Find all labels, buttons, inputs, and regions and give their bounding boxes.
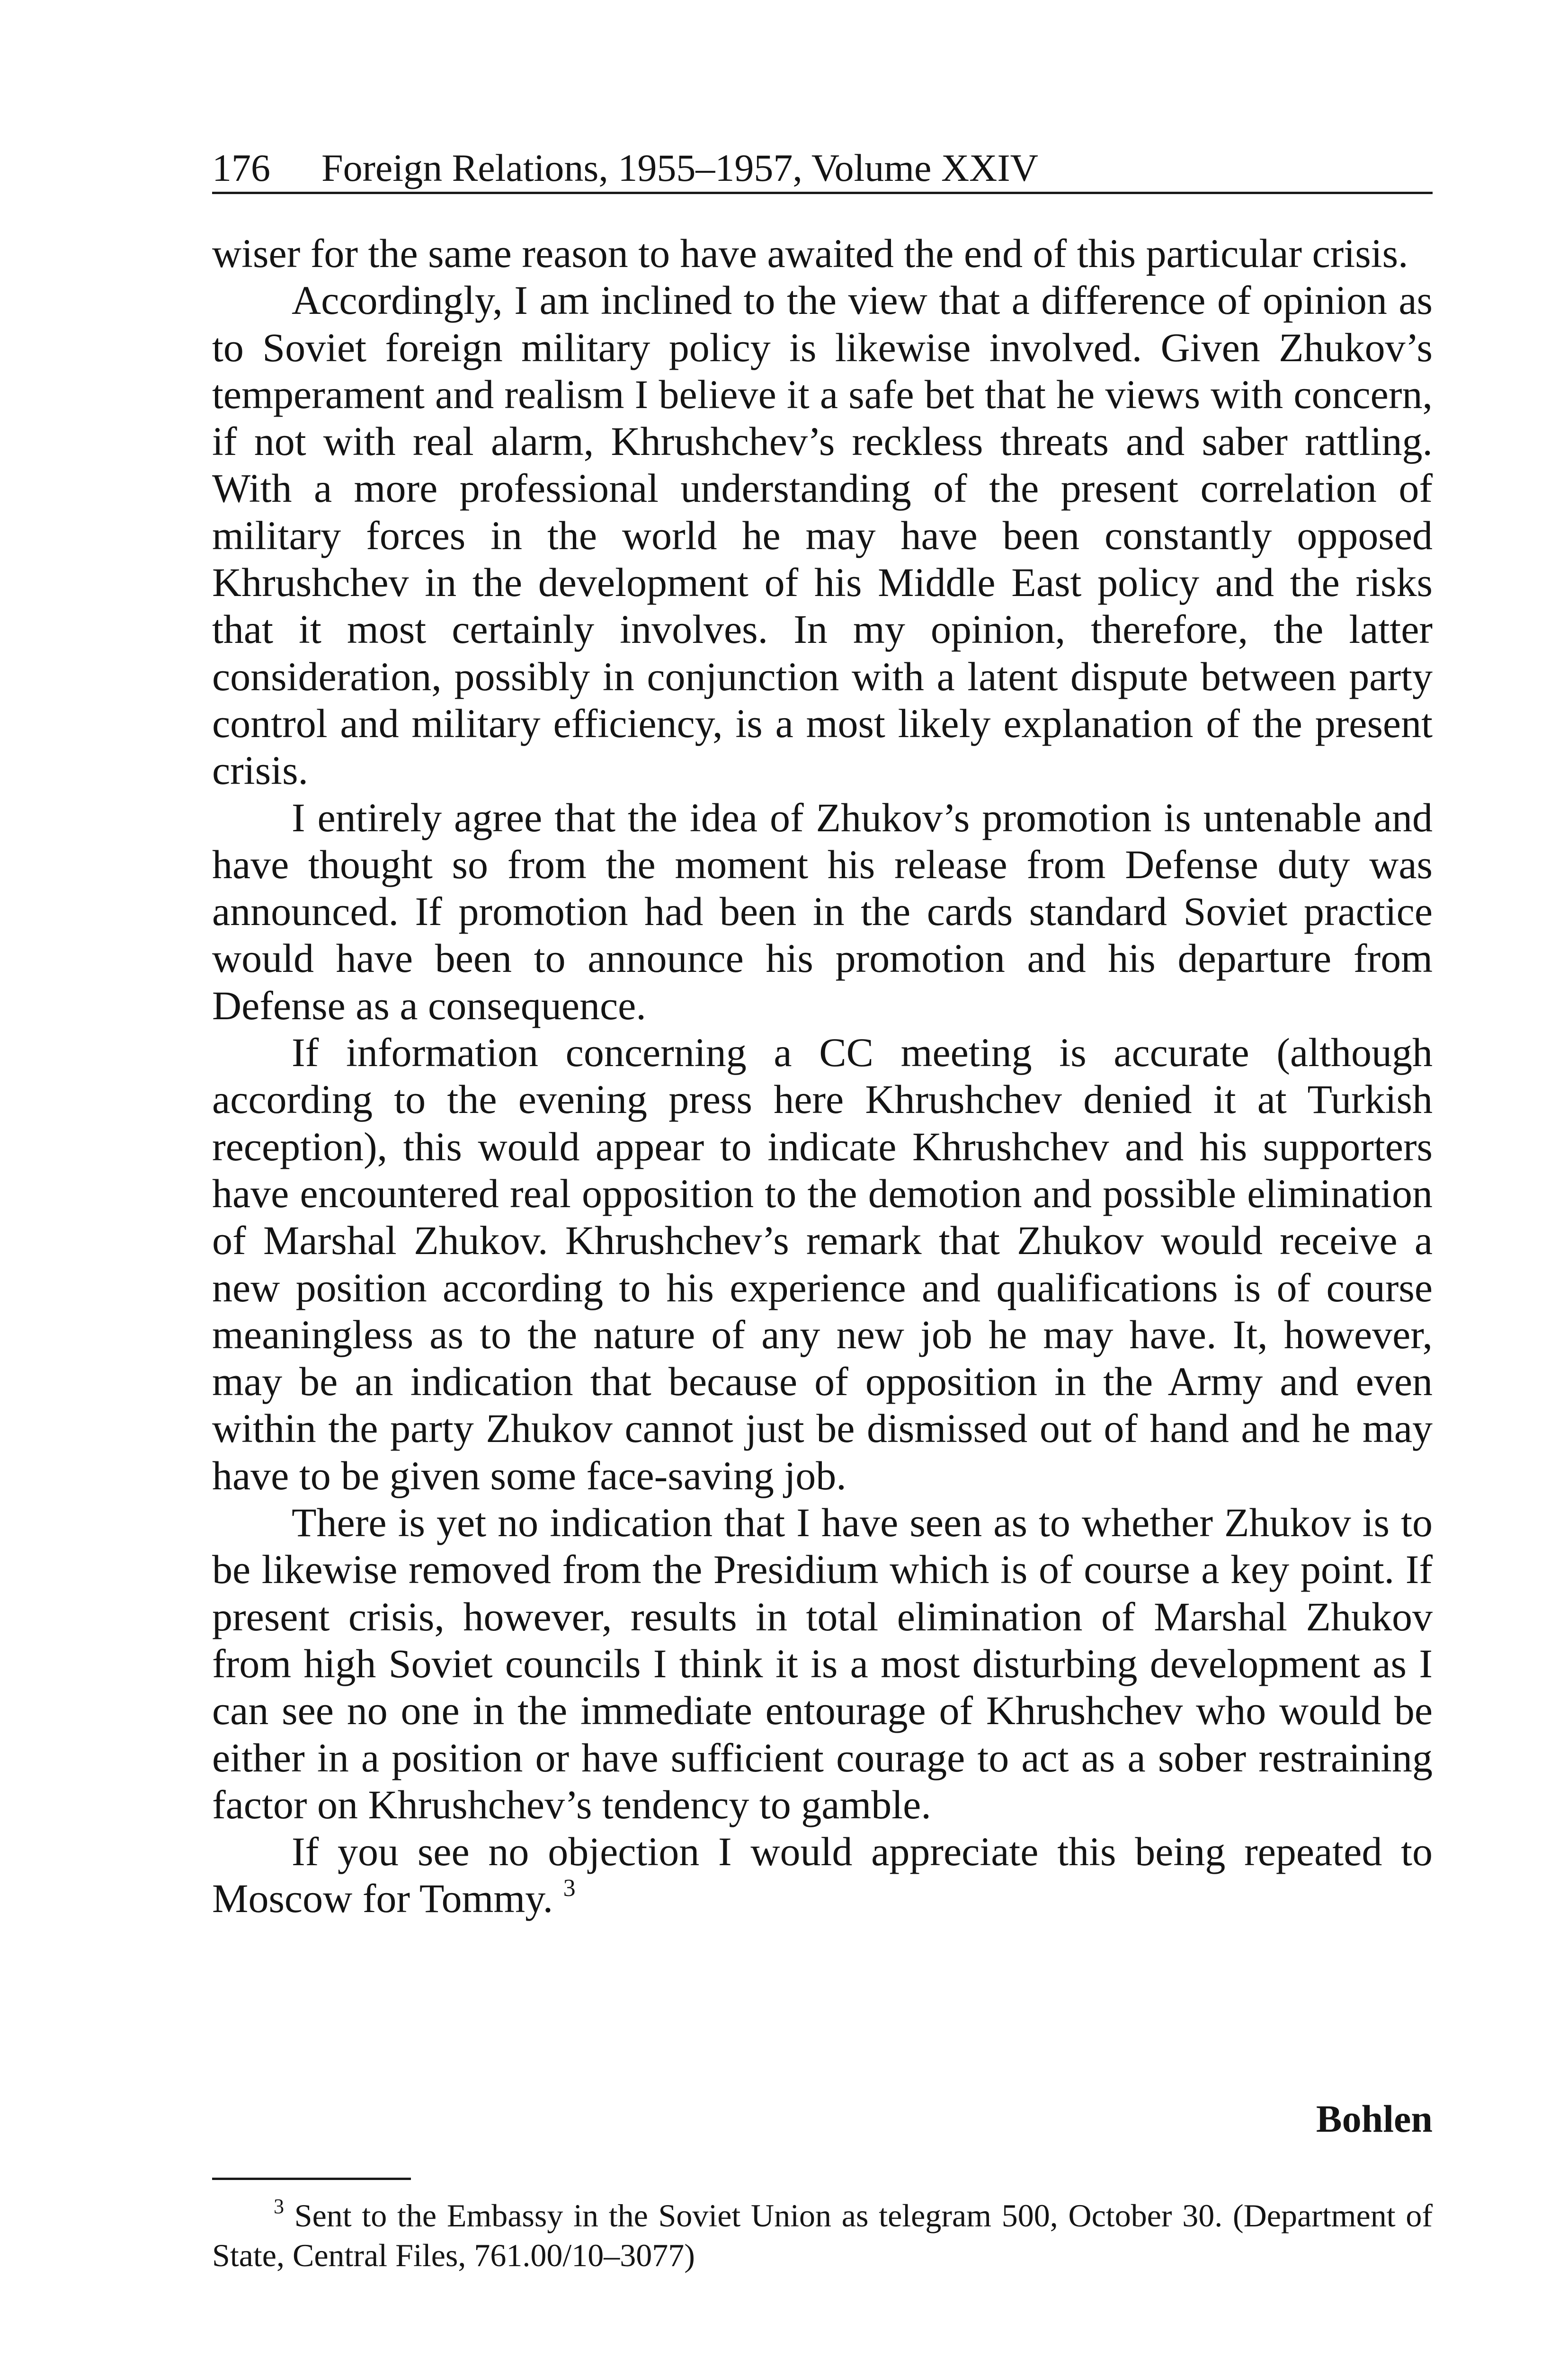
- signature: Bohlen: [1316, 2097, 1433, 2140]
- paragraph-final-text: If you see no objection I would appreciate this being repeated to Moscow for Tommy.: [212, 1829, 1433, 1922]
- body-text: [212, 230, 1433, 1922]
- paragraph-final: [212, 1828, 1433, 1922]
- footnote-text: Sent to the Embassy in the Soviet Union as telegram 500, October 30. (Department of State, Central Files, 761.00/10–3077): [212, 2198, 1433, 2273]
- footnote-reference: 3: [563, 1875, 576, 1902]
- footnote-marker: 3: [274, 2195, 284, 2218]
- footnote-divider: [212, 2178, 411, 2180]
- paragraph: There is yet no indication that I have seen as to whether Zhukov is to be likewise removed from the Presidium which is of course a key point. If present crisis, however, results in total elimination of Marshal Zhukov from high Soviet councils I think it is a most disturbing development as I can see no one in the immediate entourage of Khrushchev who would be either in a position or have sufficient courage to act as a sober restraining factor on Khrushchev’s tendency to gamble.: [212, 1500, 1433, 1827]
- footnote: [212, 2196, 1433, 2275]
- paragraph-continued: wiser for the same reason to have awaited the end of this particular crisis.: [212, 231, 1408, 276]
- paragraph: I entirely agree that the idea of Zhukov’s promotion is untenable and have thought so from the moment his release from Defense duty was announced. If promotion had been in the cards standard Soviet practice would have been to announce his promotion and his departure from Defense as a consequence.: [212, 794, 1433, 1028]
- page-number: 176: [212, 146, 270, 189]
- paragraph: If information concerning a CC meeting is accurate (although according to the evening press here Khrushchev denied it at Turkish reception), this would appear to indicate Khrushchev and his supporters have encountered real opposition to the demotion and possible elimination of Marshal Zhukov. Khrushchev’s remark that Zhukov would receive a new position according to his experience and qualifications is of course meaningless as to the nature of any new job he may have. It, however, may be an indication that because of opposition in the Army and even within the party Zhukov cannot just be dismissed out of hand and he may have to be given some face-saving job.: [212, 1030, 1433, 1498]
- running-header: [212, 142, 1433, 194]
- paragraph: Accordingly, I am inclined to the view that a difference of opinion as to Soviet foreign military policy is likewise involved. Given Zhukov’s temperament and realism I believe it a safe bet that he views with concern, if not with real alarm, Khrushchev’s reckless threats and saber rattling. With a more professional understanding of the present correlation of military forces in the world he may have been constantly opposed Khrushchev in the development of his Middle East policy and the risks that it most certainly involves. In my opinion, therefore, the latter consideration, possibly in conjunction with a latent dispute between party control and military efficiency, is a most likely explanation of the present crisis.: [212, 277, 1433, 793]
- running-title: Foreign Relations, 1955–1957, Volume XXIV: [321, 146, 1038, 189]
